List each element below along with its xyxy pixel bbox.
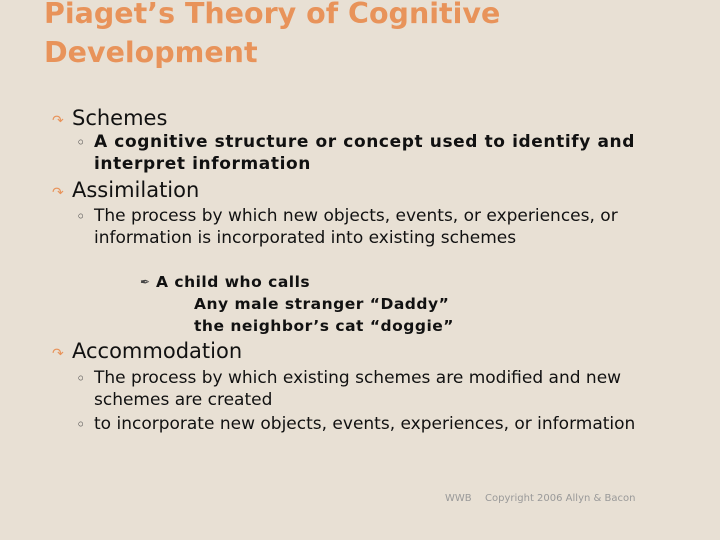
curved-arrow-icon: ↷ [52,346,64,362]
curved-arrow-icon: ↷ [52,113,64,129]
small-circle-icon: ◦ [76,369,86,388]
accommodation-definition-text: The process by which existing schemes are modified and new schemes are created [94,368,622,410]
heading-accommodation: Accommodation [72,339,243,363]
example-line-1: A child who calls [156,273,311,291]
heading-schemes: Schemes [72,106,168,130]
footer-copyright: Copyright 2006 Allyn & Bacon [485,493,636,504]
bullet-assimilation [52,178,199,202]
bullet-schemes [52,106,167,130]
title-line-2: Development [44,36,258,69]
assimilation-definition-text: The process by which new objects, events, or experiences, or information is incorporated into existing schemes [94,206,618,248]
footer-initials: WWB [445,493,472,504]
accommodation-purpose-text: to incorporate new objects, events, experiences, or information [94,414,636,434]
schemes-definition-text: A cognitive structure or concept used to identify and interpret information [94,132,636,174]
feather-icon: ✒ [140,275,151,289]
point-assimilation-definition [76,206,686,249]
point-schemes-definition [76,132,686,175]
curved-arrow-icon: ↷ [52,185,64,201]
bullet-accommodation [52,339,242,363]
small-circle-icon: ◦ [76,133,86,152]
slide-title [44,0,684,72]
example-line-2: Any male stranger “Daddy” [194,295,450,313]
point-accommodation-definition [76,368,686,411]
point-accommodation-purpose [76,414,686,436]
small-circle-icon: ◦ [76,415,86,434]
assimilation-example [140,271,454,337]
small-circle-icon: ◦ [76,207,86,226]
assimilation-example-text [156,271,454,337]
title-line-1: Piaget’s Theory of Cognitive [44,0,501,30]
example-line-3: the neighbor’s cat “doggie” [194,317,454,335]
heading-assimilation: Assimilation [72,178,200,202]
